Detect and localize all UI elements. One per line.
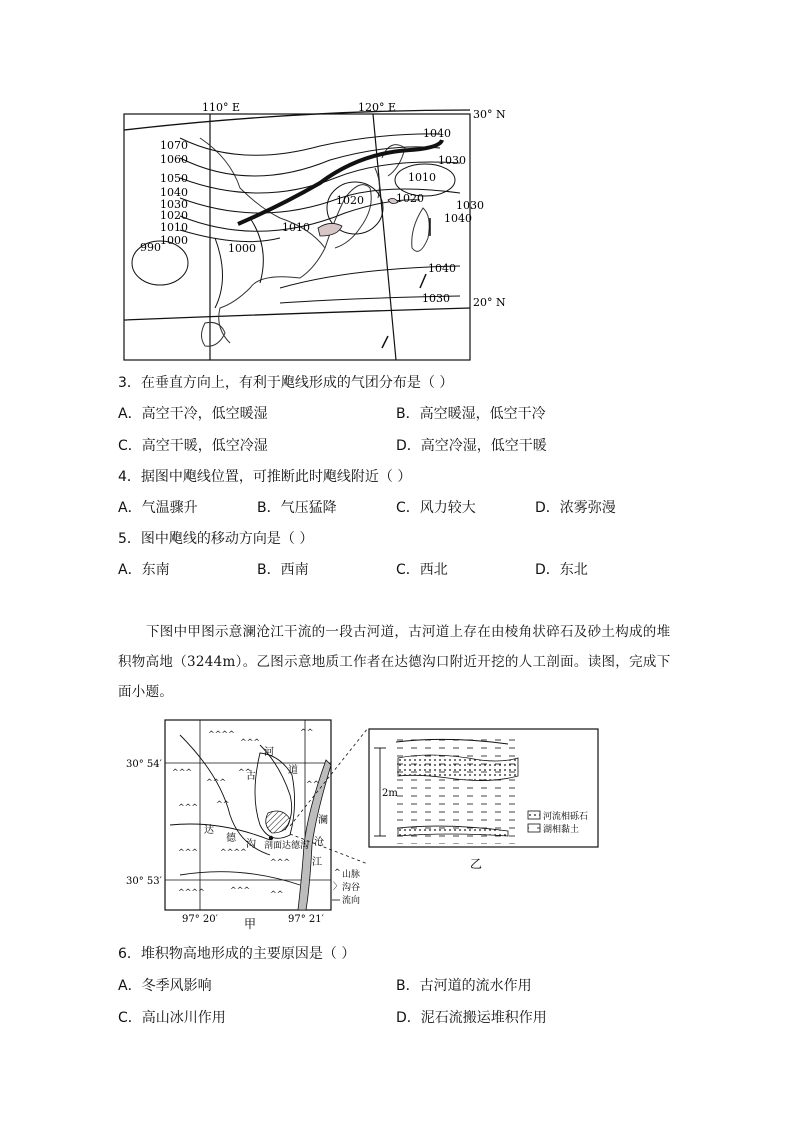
- q6-option-c[interactable]: C．高山冰川作用: [118, 1010, 226, 1026]
- place-label: 古: [246, 771, 256, 782]
- isobar-label: 1020: [160, 209, 188, 222]
- q5-option-c[interactable]: C．西北: [396, 562, 448, 578]
- svg-text:〉: 〉: [333, 882, 343, 892]
- q6-option-b[interactable]: B．古河道的流水作用: [396, 978, 532, 994]
- isobar-label: 1030: [456, 199, 484, 212]
- q4-option-c[interactable]: C．风力较大: [396, 500, 476, 516]
- isobar-label: 1010: [408, 171, 436, 184]
- svg-text:^^^^: ^^^^: [208, 730, 235, 739]
- isobar-label: 1030: [422, 292, 450, 305]
- svg-text:^^^^: ^^^^: [178, 888, 205, 897]
- lat-label: 20° N: [473, 296, 506, 309]
- isobar-label: 1040: [444, 212, 472, 225]
- q5-option-d[interactable]: D．东北: [535, 562, 588, 578]
- svg-text:^^^: ^^^: [230, 886, 251, 895]
- isobar-label: 1000: [228, 242, 256, 255]
- question-5-stem: 5．图中飑线的移动方向是（ ）: [118, 531, 314, 547]
- place-label: 沧: [314, 837, 324, 848]
- weather-map: [120, 98, 520, 363]
- lon-label: 97° 21′: [288, 914, 324, 925]
- lon-label: 120° E: [358, 101, 397, 114]
- isobar-label: 1020: [396, 192, 424, 205]
- place-label: 道: [288, 765, 298, 776]
- isobar-label: 1010: [282, 221, 310, 234]
- svg-text:^^: ^^: [306, 780, 320, 789]
- isobar-label: 1010: [160, 221, 188, 234]
- place-label: 达德沟: [282, 841, 310, 851]
- weather-map-svg: [120, 98, 520, 363]
- place-label: 沟: [246, 839, 256, 850]
- svg-text:^: ^: [334, 868, 341, 877]
- q4-option-a[interactable]: A．气温骤升: [118, 500, 198, 516]
- svg-text:^^^: ^^^: [178, 848, 199, 857]
- q3-option-b[interactable]: B．高空暖湿，低空干冷: [396, 406, 546, 422]
- place-label: 澜: [318, 815, 328, 826]
- lon-label: 97° 20′: [182, 914, 218, 925]
- legend-clay: 湖相黏土: [543, 825, 580, 835]
- lat-label: 30° 53′: [126, 876, 162, 887]
- svg-text:^^: ^^: [300, 728, 314, 737]
- isobar-label: 1030: [438, 154, 466, 167]
- passage-text: 下图中甲图示意澜沧江干流的一段古河道，古河道上存在由棱角状碎石及砂土构成的堆积物高地（3244m）。乙图示意地质工作者在达德沟口附近开挖的人工剖面。读图，完成下面小题。: [118, 624, 671, 700]
- place-label: 剖面: [264, 841, 283, 851]
- question-4-stem: 4．据图中飑线位置，可推断此时飑线附近（ ）: [118, 469, 412, 485]
- profile-section-svg: [368, 728, 600, 873]
- isobar-label: 1070: [160, 139, 188, 152]
- place-label: 达: [204, 825, 214, 836]
- connector-lines: [290, 726, 370, 876]
- isobar-label: 1020: [336, 194, 364, 207]
- lon-label: 110° E: [202, 101, 241, 114]
- svg-text:^^^^: ^^^^: [220, 848, 247, 857]
- isobar-label: 1000: [160, 234, 188, 247]
- q3-option-d[interactable]: D．高空冷湿，低空干暖: [396, 438, 547, 454]
- svg-text:^^^: ^^^: [240, 738, 261, 747]
- svg-text:^^: ^^: [238, 768, 252, 777]
- isobar-label: 1060: [160, 153, 188, 166]
- isobar-label: 1040: [428, 262, 456, 275]
- q4-option-b[interactable]: B．气压猛降: [257, 500, 337, 516]
- place-label: 德: [226, 833, 236, 844]
- svg-text:^^^: ^^^: [178, 803, 199, 812]
- question-3-stem: 3．在垂直方向上，有利于飑线形成的气团分布是（ ）: [118, 375, 454, 391]
- isobar-label: 1030: [160, 198, 188, 211]
- q6-option-d[interactable]: D．泥石流搬运堆积作用: [396, 1010, 547, 1026]
- legend-gravel: 河流相砾石: [543, 812, 589, 822]
- svg-text:^^^: ^^^: [206, 778, 227, 787]
- scale-label: 2m: [382, 788, 398, 799]
- legend-flow: 流向: [342, 896, 360, 906]
- profile-section: [368, 728, 600, 873]
- q5-option-a[interactable]: A．东南: [118, 562, 170, 578]
- svg-text:^^^: ^^^: [172, 768, 193, 777]
- q5-option-b[interactable]: B．西南: [257, 562, 309, 578]
- isobar-label: 1040: [160, 186, 188, 199]
- q6-option-a[interactable]: A．冬季风影响: [118, 978, 212, 994]
- place-label: 河: [264, 747, 274, 758]
- q4-option-d[interactable]: D．浓雾弥漫: [535, 500, 616, 516]
- caption-yi: 乙: [470, 857, 483, 871]
- q3-option-a[interactable]: A．高空干冷，低空暖湿: [118, 406, 268, 422]
- lat-label: 30° N: [473, 108, 506, 121]
- legend-valley: 沟谷: [342, 883, 360, 893]
- question-6-stem: 6．堆积物高地形成的主要原因是（ ）: [118, 946, 356, 962]
- svg-text:^^^: ^^^: [270, 858, 291, 867]
- isobar-label: 1040: [423, 127, 451, 140]
- place-label: 江: [312, 857, 322, 868]
- caption-jia: 甲: [244, 917, 257, 930]
- svg-text:^^: ^^: [216, 800, 230, 809]
- q3-option-c[interactable]: C．高空干暖，低空冷湿: [118, 438, 268, 454]
- isobar-label: 990: [140, 241, 161, 254]
- legend-mountain: 山脉: [342, 870, 360, 880]
- isobar-label: 1050: [160, 172, 188, 185]
- svg-text:^^: ^^: [270, 890, 284, 899]
- lat-label: 30° 54′: [126, 759, 162, 770]
